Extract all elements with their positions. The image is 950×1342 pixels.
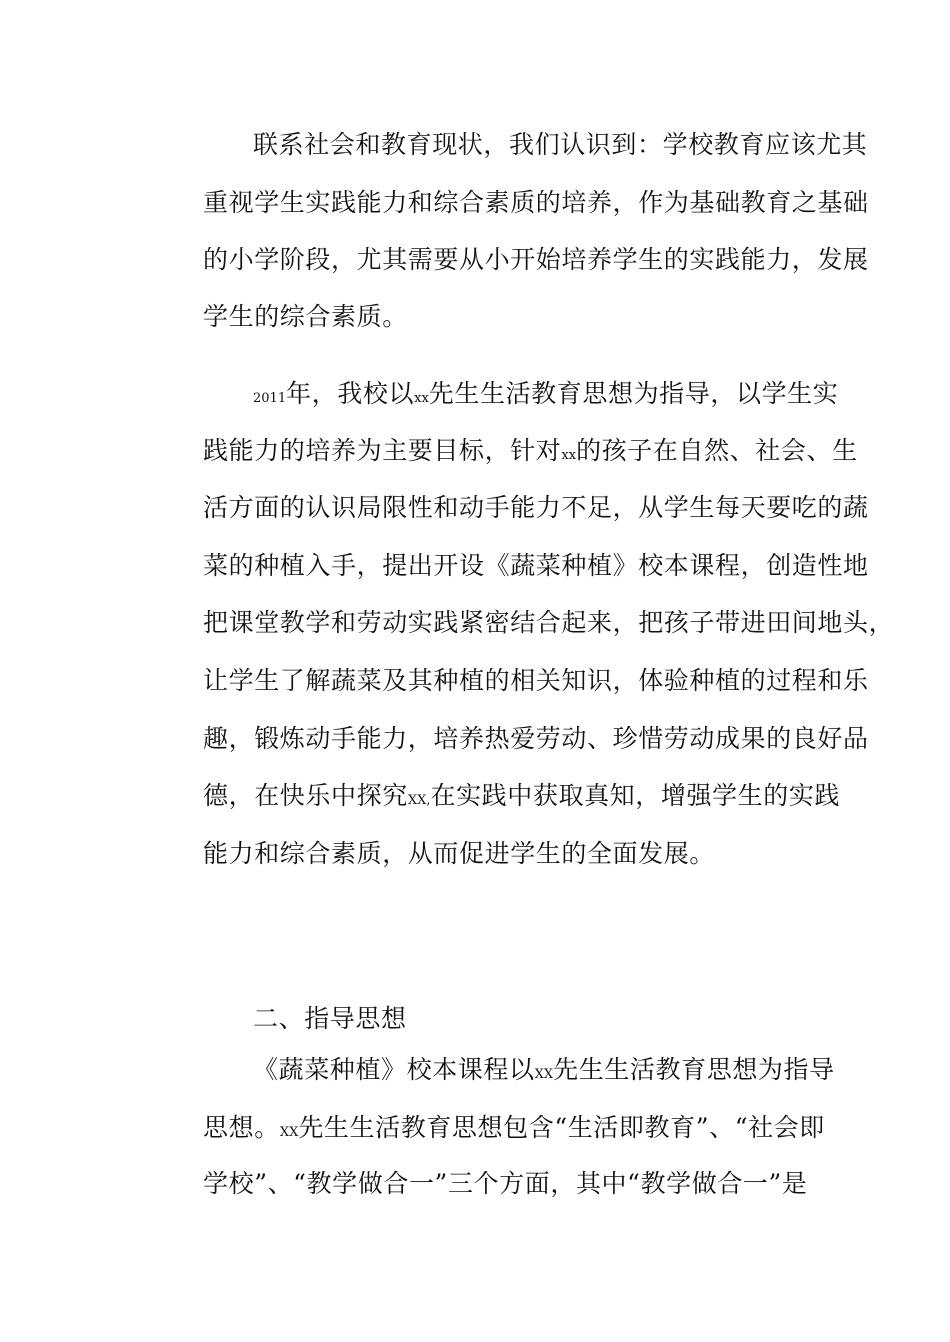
p2-line-2-b: 的孩子在自然、社会、生: [576, 436, 858, 465]
p1-line-2: 重视学生实践能力和综合素质的培养，作为基础教育之基础: [203, 188, 869, 217]
p2-line-8: [203, 779, 840, 818]
p2-line-2-a: 践能力的培养为主要目标，针对: [203, 436, 562, 465]
p1-line-4: 学生的综合素质。: [203, 302, 408, 331]
p2-line-1: [253, 377, 838, 416]
s2-line-1: [253, 1053, 835, 1092]
section-heading: 二、指导思想: [253, 1004, 407, 1033]
p2-line-6: 让学生了解蔬菜及其种植的相关知识，体验种植的过程和乐: [203, 666, 869, 695]
s2-line-1-b: 先生生活教育思想为指导: [553, 1055, 835, 1084]
p2-line-2-xx: xx: [561, 448, 577, 463]
p2-line-2: [203, 434, 858, 473]
p2-line-8-a: 德，在快乐中探究: [203, 781, 408, 810]
p2-line-1-a: 年，我校以: [286, 379, 415, 408]
s2-line-2: [203, 1111, 825, 1150]
p1-line-1: 联系社会和教育现状，我们认识到：学校教育应该尤其: [253, 130, 868, 159]
p1-line-3: 的小学阶段，尤其需要从小开始培养学生的实践能力，发展: [203, 245, 869, 274]
p2-line-1-xx: xx: [414, 391, 429, 406]
s2-line-2-b: 先生生活教育思想包含“生活即教育”、“社会即: [298, 1113, 825, 1142]
p2-line-3: 活方面的认识局限性和动手能力不足，从学生每天要吃的蔬: [203, 493, 869, 522]
p2-line-8-b: 在实践中获取真知，增强学生的实践: [430, 781, 841, 810]
p2-line-5: 把课堂教学和劳动实践紧密结合起来，把孩子带进田间地头，: [203, 608, 895, 637]
p2-line-7: 趣，锻炼动手能力，培养热爱劳动、珍惜劳动成果的良好品: [203, 724, 869, 753]
p2-year: 2011: [253, 391, 287, 406]
s2-line-1-xx: XX: [534, 1067, 554, 1082]
p2-line-9: 能力和综合素质，从而促进学生的全面发展。: [203, 839, 716, 868]
s2-line-2-a: 思想。: [203, 1113, 280, 1142]
p2-line-8-xx: XX,: [407, 793, 431, 808]
s2-line-2-xx: XX: [279, 1125, 299, 1140]
p2-line-4: 菜的种植入手，提出开设《蔬菜种植》校本课程，创造性地: [203, 551, 869, 580]
s2-line-1-a: 《蔬菜种植》校本课程以: [253, 1055, 535, 1084]
p2-line-1-b: 先生生活教育思想为指导，以学生实: [428, 379, 839, 408]
s2-line-3: 学校”、“教学做合一”三个方面，其中“教学做合一”是: [203, 1169, 808, 1198]
